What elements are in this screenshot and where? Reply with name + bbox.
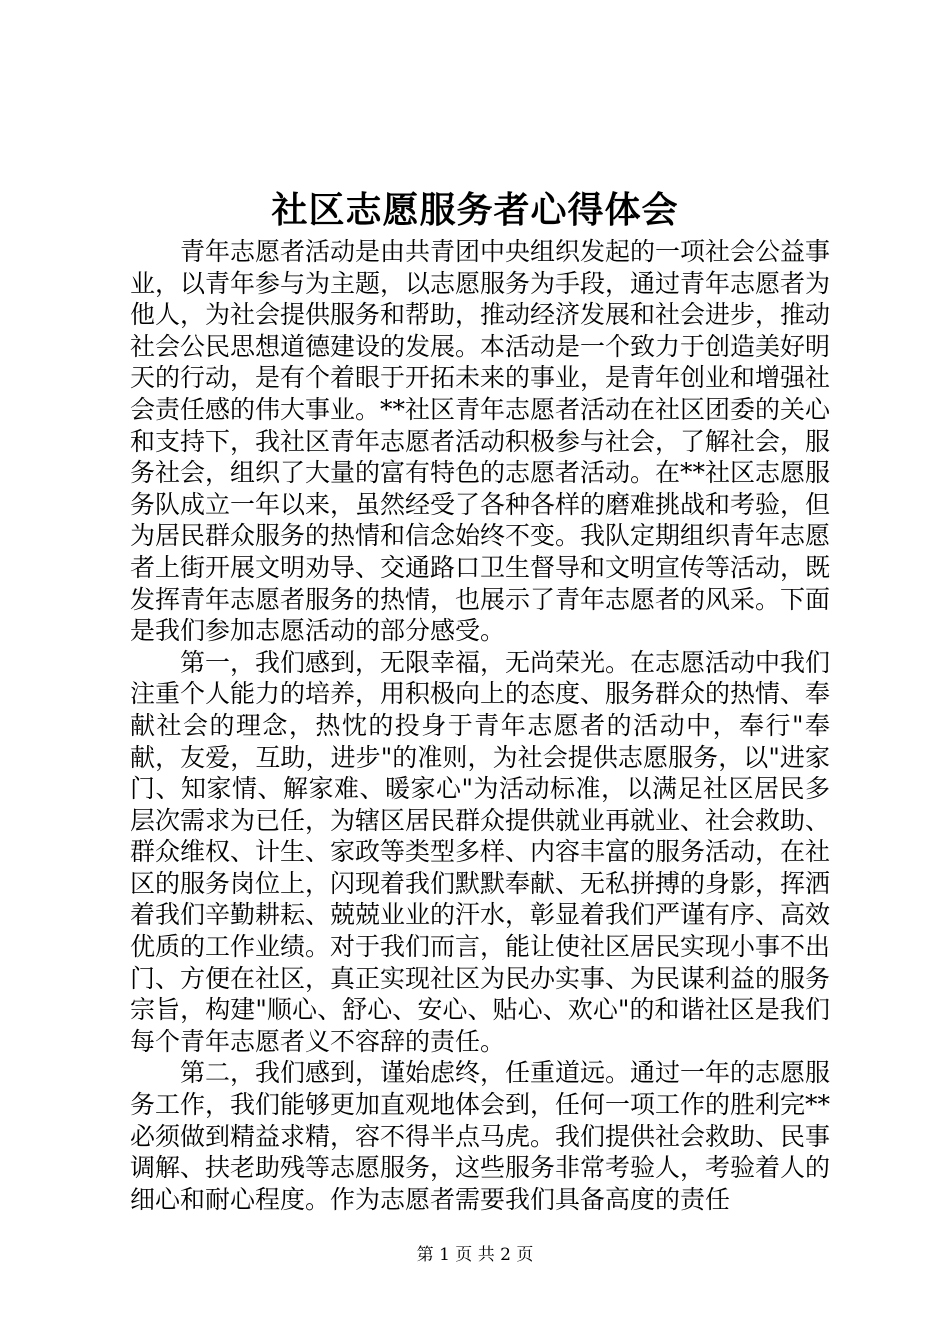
paragraph-intro: 青年志愿者活动是由共青团中央组织发起的一项社会公益事业，以青年参与为主题，以志愿服务为手段，通过青年志愿者为他人，为社会提供服务和帮助，推动经济发展和社会进步，推动社会公民思想道德建设的发展。本活动是一个致力于创造美好明天的行动，是有个着眼于开拓未来的事业，是青年创业和增强社会责任感的伟大事业。**社区青年志愿者活动在社区团委的关心和支持下，我社区青年志愿者活动积极参与社会，了解社会，服务社会，组织了大量的富有特色的志愿者活动。在**社区志愿服务队成立一年以来，虽然经受了各种各样的磨难挑战和考验，但为居民群众服务的热情和信念始终不变。我队定期组织青年志愿者上街开展文明劝导、交通路口卫生督导和文明宣传等活动，既发挥青年志愿者服务的热情，也展示了青年志愿者的风采。下面是我们参加志愿活动的部分感受。 bbox=[130, 237, 831, 646]
page-footer: 第 1 页 共 2 页 bbox=[416, 1245, 534, 1265]
document-title: 社区志愿服务者心得体会 bbox=[271, 189, 679, 231]
paragraph-first-point: 第一，我们感到，无限幸福，无尚荣光。在志愿活动中我们注重个人能力的培养，用积极向上的态度、服务群众的热情、奉献社会的理念，热忱的投身于青年志愿者的活动中，奉行"奉献，友爱，互助，进步"的准则，为社会提供志愿服务，以"进家门、知家情、解家难、暖家心"为活动标准，以满足社区居民多层次需求为已任，为辖区居民群众提供就业再就业、社会救助、群众维权、计生、家政等类型多样、内容丰富的服务活动，在社区的服务岗位上，闪现着我们默默奉献、无私拼搏的身影，挥洒着我们辛勤耕耘、兢兢业业的汗水，彰显着我们严谨有序、高效优质的工作业绩。对于我们而言，能让使社区居民实现小事不出门、方便在社区，真正实现社区为民办实事、为民谋利益的服务宗旨，构建"顺心、舒心、安心、贴心、欢心"的和谐社区是我们每个青年志愿者义不容辞的责任。 bbox=[130, 647, 831, 1056]
document-body bbox=[130, 236, 830, 1215]
paragraph-second-point: 第二，我们感到，谨始虑终，任重道远。通过一年的志愿服务工作，我们能够更加直观地体会到，任何一项工作的胜利完**必须做到精益求精，容不得半点马虎。我们提供社会救助、民事调解、扶老助残等志愿服务，这些服务非常考验人，考验着人的细心和耐心程度。作为志愿者需要我们具备高度的责任 bbox=[130, 1058, 831, 1214]
